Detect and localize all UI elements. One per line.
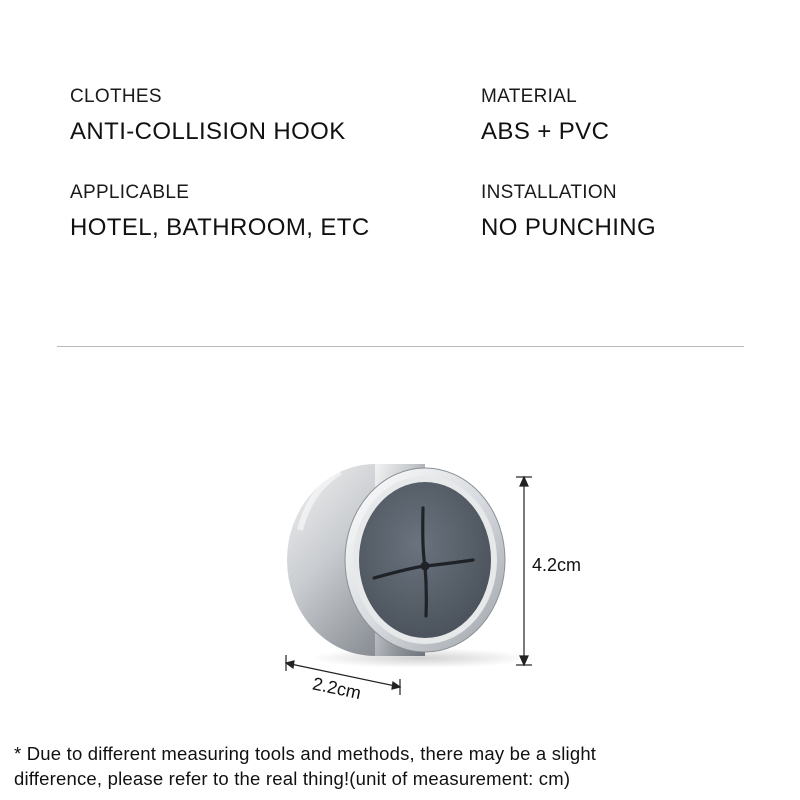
spec-clothes [70, 86, 346, 146]
measurement-note-line-1: * Due to different measuring tools and methods, there may be a slight [14, 743, 597, 764]
spec-label: CLOTHES [70, 86, 162, 107]
spec-installation [481, 182, 656, 242]
spec-value: ABS + PVC [481, 118, 610, 145]
spec-label: MATERIAL [481, 86, 578, 107]
spec-value: HOTEL, BATHROOM, ETC [70, 214, 370, 241]
spec-material [481, 86, 609, 146]
spec-label: INSTALLATION [481, 182, 617, 203]
height-label: 4.2cm [532, 555, 582, 575]
section-divider [57, 346, 744, 347]
height-dimension [516, 477, 532, 665]
spec-label: APPLICABLE [70, 182, 190, 203]
hook-diagram [270, 440, 630, 720]
measurement-note-line-2: difference, please refer to the real thing!(unit of measurement: cm) [14, 768, 571, 789]
spec-value: NO PUNCHING [481, 214, 657, 241]
measurement-note [14, 741, 784, 791]
spec-value: ANTI-COLLISION HOOK [70, 118, 346, 145]
product-illustration [270, 440, 630, 720]
depth-label: 2.2cm [310, 673, 363, 704]
spec-applicable [70, 182, 370, 242]
